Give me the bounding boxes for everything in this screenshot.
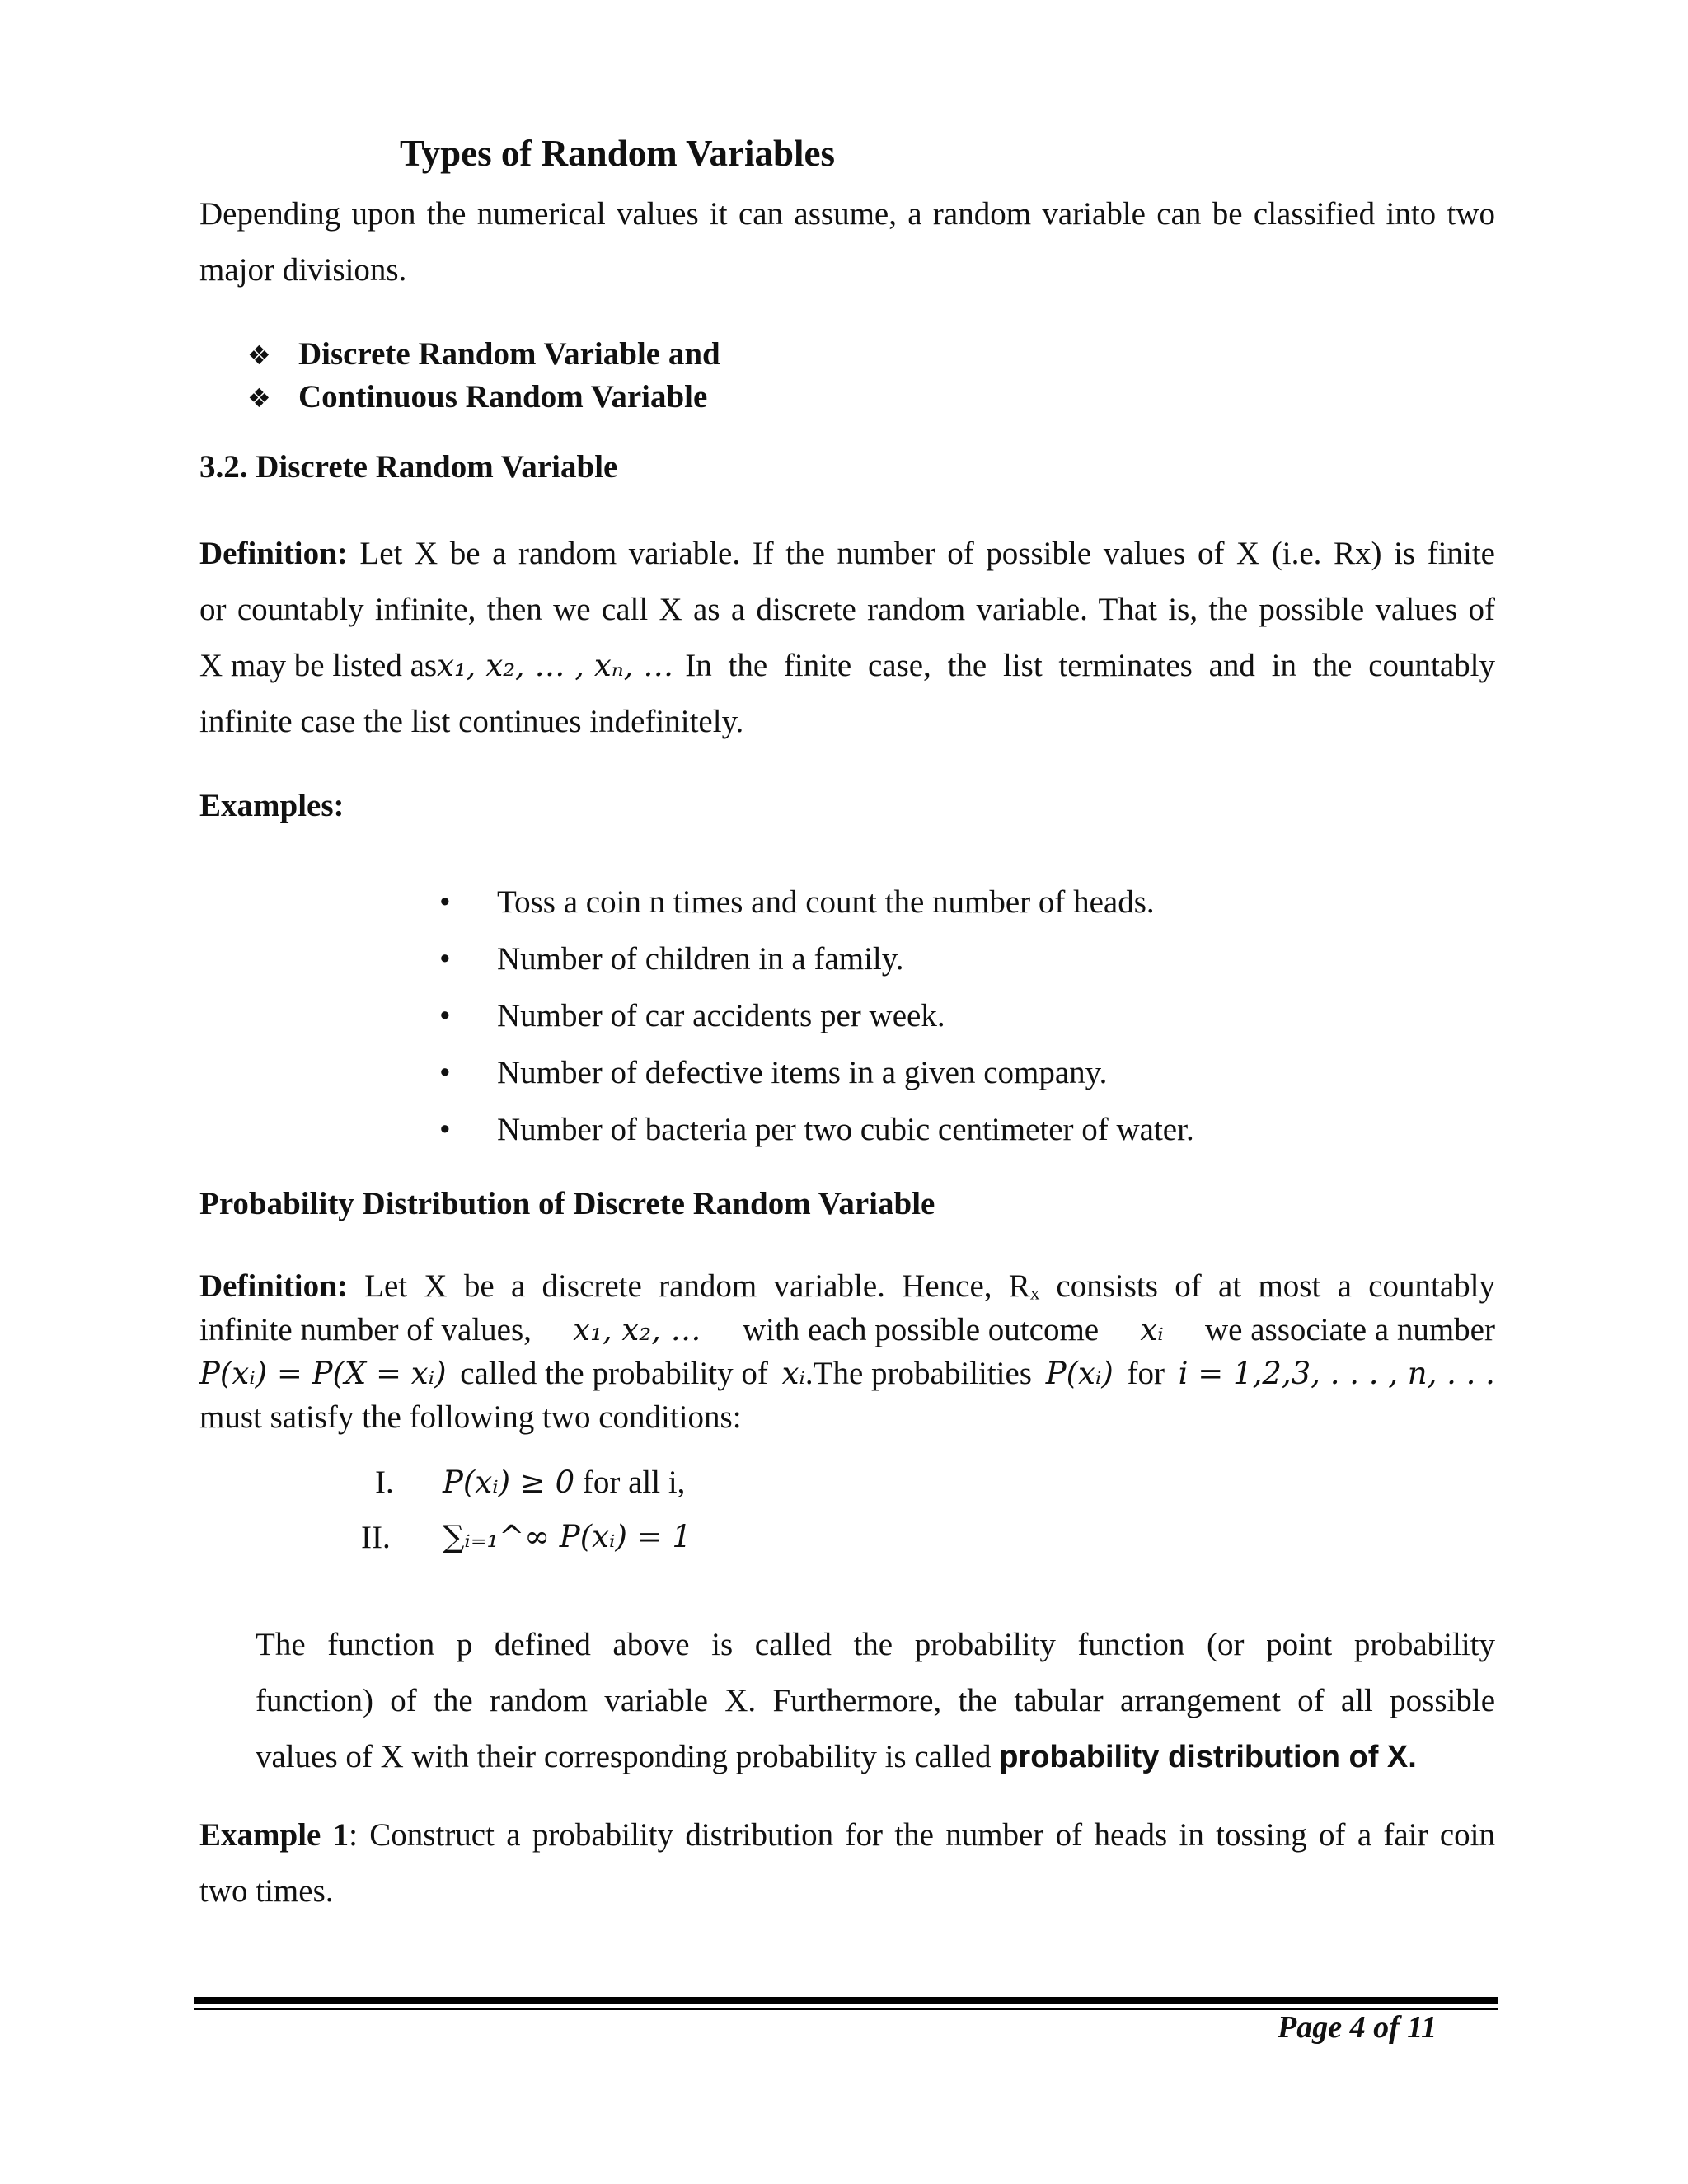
division-item-continuous: ❖ Continuous Random Variable xyxy=(247,379,708,415)
page-number: Page 4 of 11 xyxy=(1278,2010,1437,2045)
condition-numeral: I. xyxy=(375,1465,394,1500)
footer-rule-thick xyxy=(194,1997,1498,2004)
section-heading: 3.2. Discrete Random Variable xyxy=(199,449,618,485)
division-item-discrete: ❖ Discrete Random Variable and xyxy=(247,336,720,372)
list-item: • Number of children in a family. xyxy=(439,930,1194,987)
condition-2 xyxy=(361,1519,692,1556)
diamond-bullet-icon: ❖ xyxy=(247,382,271,414)
definition-label: Definition: xyxy=(199,1268,348,1304)
list-item: • Toss a coin n times and count the number of heads. xyxy=(439,874,1194,930)
examples-list xyxy=(439,874,1194,1158)
intro-paragraph xyxy=(199,186,1495,298)
definition-paragraph-2: Definition: Let X be a discrete random variable. Hence, Rₓ consists of at most a countably infinite number of values, x₁, x₂, … with each possible outcome xᵢ we associate a number P(xᵢ) = P(X = xᵢ) called the probability of xᵢ.The probabilities P(xᵢ) for i = 1,2,3, . . . , n, . . . must satisfy the following two conditions: xyxy=(199,1268,1495,1435)
example-1-paragraph: Example 1: Construct a probability distribution for the number of heads in tossing of a fair coin two times. xyxy=(199,1817,1496,1909)
list-item: • Number of car accidents per week. xyxy=(439,987,1194,1044)
examples-heading: Examples: xyxy=(199,788,345,823)
list-item: • Number of bacteria per two cubic centimeter of water. xyxy=(439,1101,1194,1158)
definition-label: Definition: xyxy=(199,536,348,571)
condition-1: I. P(xᵢ) ≥ 0 for all i, xyxy=(375,1465,686,1500)
intro-line-1: Depending upon the numerical values it can assume, a random variable can be classified into two xyxy=(199,196,1495,232)
definition-paragraph-1: Definition: Let X be a random variable. If the number of possible values of X (i.e. Rx) is finite or countably infinite, then we call X as a discrete random variable. That is, the possible values of X may be listed as x₁, x₂, … , xₙ, … In the finite case, the list terminates and in the countably infinite case the list continues indefinitely. xyxy=(199,536,1495,739)
value-list-math: x₁, x₂, … , xₙ, … xyxy=(437,648,674,683)
example-label: Example 1 xyxy=(199,1817,349,1853)
function-paragraph: The function p defined above is called the probability function (or point probability function) of the random variable X. Furthermore, the tabular arrangement of all possible values of X with their corresponding probability is called probability distribution of X. xyxy=(256,1627,1495,1774)
list-item: • Number of defective items in a given company. xyxy=(439,1044,1194,1101)
intro-line-2: major divisions. xyxy=(199,252,407,288)
page-title: Types of Random Variables xyxy=(400,133,836,174)
diamond-bullet-icon: ❖ xyxy=(247,340,271,371)
highlighted-term: probability distribution of X. xyxy=(999,1740,1417,1774)
probability-distribution-heading: Probability Distribution of Discrete Random Variable xyxy=(199,1186,935,1221)
condition-expression: ∑ᵢ₌₁^∞ P(xᵢ) = 1 xyxy=(443,1519,692,1554)
condition-numeral: II. xyxy=(361,1520,391,1555)
condition-expression: P(xᵢ) ≥ 0 xyxy=(443,1465,575,1500)
